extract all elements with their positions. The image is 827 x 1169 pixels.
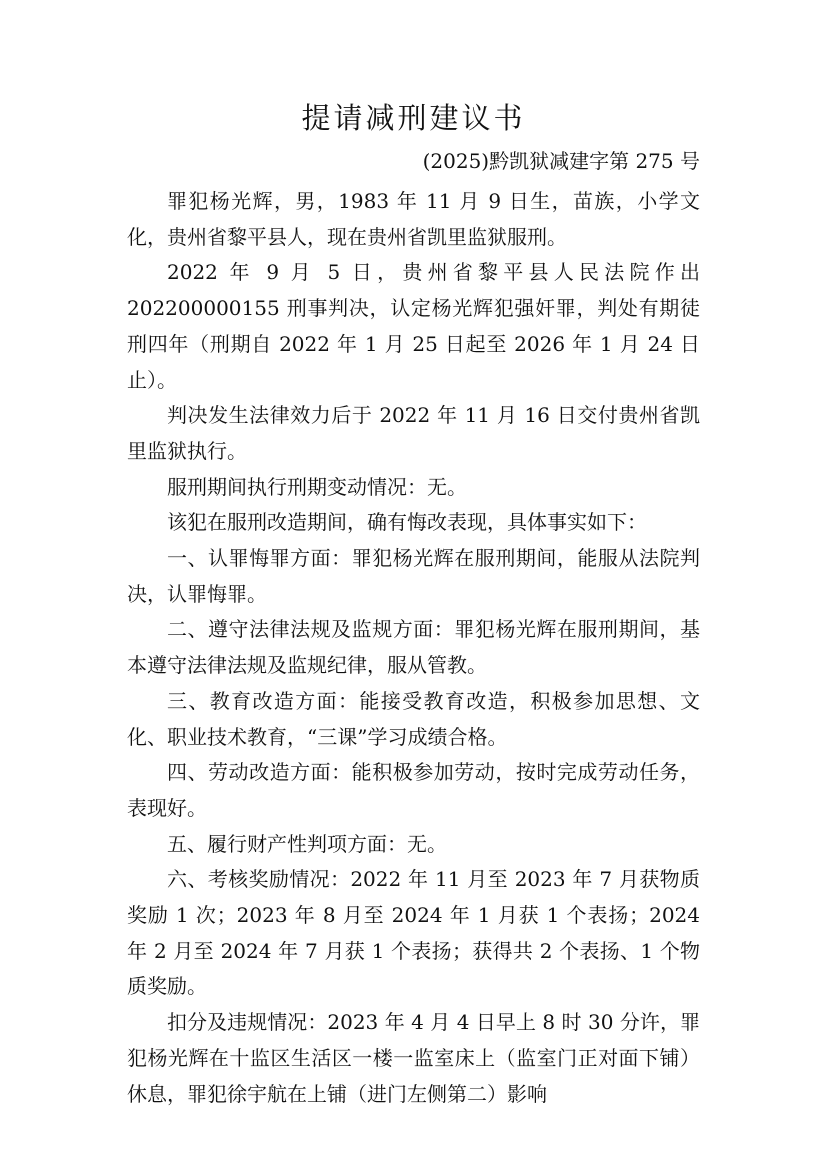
paragraph-labor: 四、劳动改造方面：能积极参加劳动，按时完成劳动任务，表现好。: [127, 760, 700, 820]
paragraph-education: 三、教育改造方面：能接受教育改造，积极参加思想、文化、职业技术教育，“三课”学习成绩合格。: [127, 688, 700, 749]
paragraph-judgment: 2022 年 9 月 5 日，贵州省黎平县人民法院作出 202200000155 刑事判决，认定杨光辉犯强奸罪，判处有期徒刑四年（刑期自 2022 年 1 月 25 日起至 2026 年 1 月 24 日止）。: [127, 260, 700, 392]
paragraph-sentence-change: 服刑期间执行刑期变动情况：无。: [167, 474, 467, 499]
document-number: (2025)黔凯狱减建字第 275 号: [422, 149, 700, 173]
paragraph-property: 五、履行财产性判项方面：无。: [167, 831, 447, 856]
paragraph-repentance-intro: 该犯在服刑改造期间，确有悔改表现，具体事实如下：: [167, 510, 647, 535]
paragraph-admit-guilt: 一、认罪悔罪方面：罪犯杨光辉在服刑期间，能服从法院判决，认罪悔罪。: [127, 546, 700, 606]
paragraph-obey-rules: 二、遵守法律法规及监规方面：罪犯杨光辉在服刑期间，基本遵守法律法规及监规纪律，服从管教。: [127, 617, 700, 678]
paragraph-violations: 扣分及违规情况：2023 年 4 月 4 日早上 8 时 30 分许，罪犯杨光辉在十监区生活区一楼一监室床上（监室门正对面下铺）休息，罪犯徐宇航在上铺（进门左侧第二）影响: [127, 1010, 700, 1106]
document-title: 提请减刑建议书: [301, 101, 526, 135]
paragraph-criminal-info: 罪犯杨光辉，男，1983 年 11 月 9 日生，苗族，小学文化，贵州省黎平县人，现在贵州省凯里监狱服刑。: [127, 189, 700, 249]
paragraph-execution: 判决发生法律效力后于 2022 年 11 月 16 日交付贵州省凯里监狱执行。: [127, 403, 700, 463]
document-body: [127, 184, 700, 1112]
paragraph-rewards: 六、考核奖励情况：2022 年 11 月至 2023 年 7 月获物质奖励 1 次；2023 年 8 月至 2024 年 1 月获 1 个表扬；2024 年 2 月至 2024 年 7 月获 1 个表扬；获得共 2 个表扬、1 个物质奖励。: [127, 867, 700, 999]
